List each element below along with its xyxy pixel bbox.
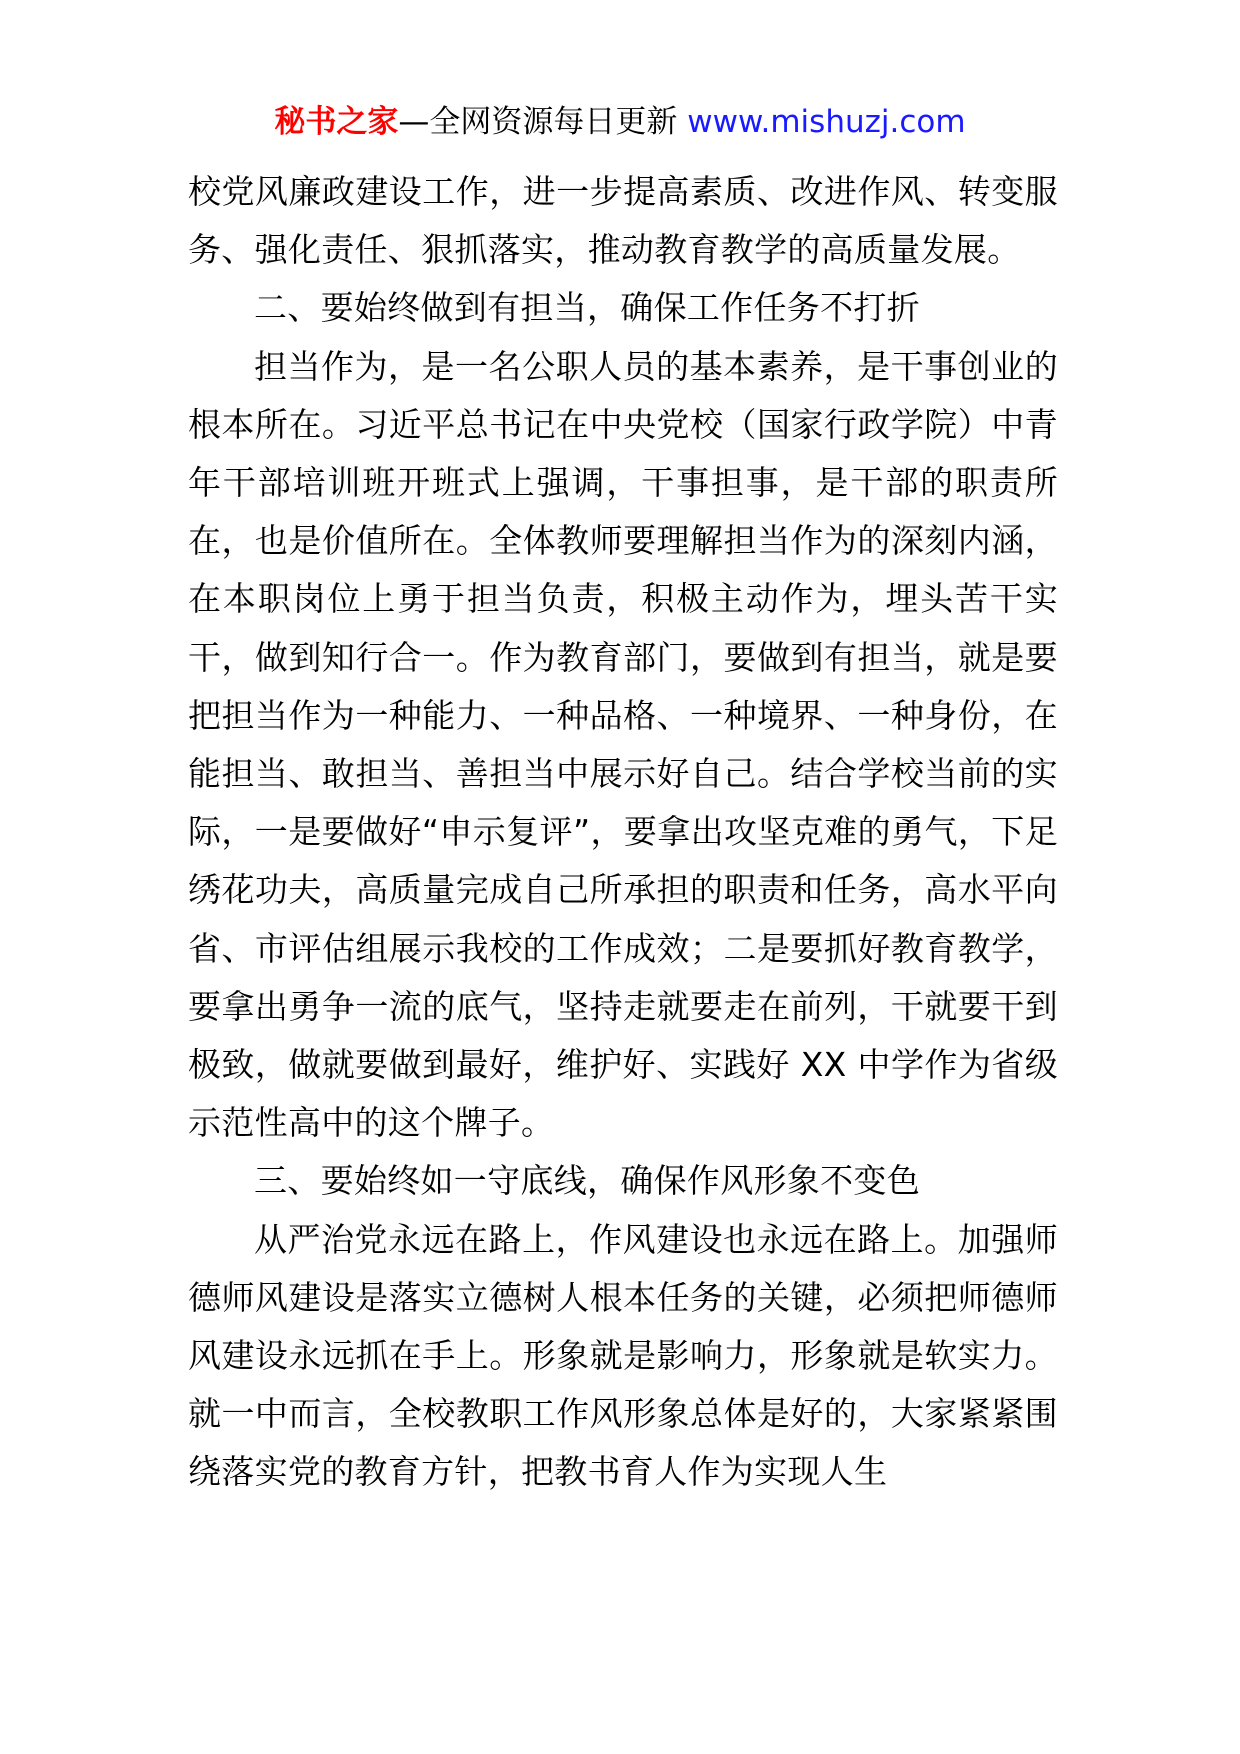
paragraph-continuation: 校党风廉政建设工作，进一步提高素质、改进作风、转变服务、强化责任、狠抓落实，推动教育教学的高质量发展。 — [188, 172, 1058, 270]
header-tagline: —全网资源每日更新 — [398, 104, 688, 140]
section-heading-2: 二、要始终做到有担当，确保工作任务不打折 — [254, 288, 920, 328]
header-url-link[interactable]: www.mishuzj.com — [687, 104, 966, 140]
paragraph: 从严治党永远在路上，作风建设也永远在路上。加强师德师风建设是落实立德树人根本任务的关键，必须把师德师风建设永远抓在手上。形象就是影响力，形象就是软实力。就一中而言，全校教职工作风形象总体是好的，大家紧紧围绕落实党的教育方针，把教书育人作为实现人生 — [188, 1219, 1058, 1492]
document-body — [188, 163, 1058, 1502]
paragraph: 担当作为，是一名公职人员的基本素养，是干事创业的根本所在。习近平总书记在中央党校（国家行政学院）中青年干部培训班开班式上强调，干事担事，是干部的职责所在，也是价值所在。全体教师要理解担当作为的深刻内涵，在本职岗位上勇于担当负责，积极主动作为，埋头苦干实干，做到知行合一。作为教育部门，要做到有担当，就是要把担当作为一种能力、一种品格、一种境界、一种身份，在能担当、敢担当、善担当中展示好自己。结合学校当前的实际，一是要做好“申示复评”，要拿出攻坚克难的勇气，下足绣花功夫，高质量完成自己所承担的职责和任务，高水平向省、市评估组展示我校的工作成效；二是要抓好教育教学，要拿出勇争一流的底气，坚持走就要走在前列，干就要干到极致，做就要做到最好，维护好、实践好 XX 中学作为省级示范性高中的这个牌子。 — [188, 346, 1058, 1143]
site-header — [0, 100, 1240, 144]
section-heading-3: 三、要始终如一守底线，确保作风形象不变色 — [254, 1161, 920, 1201]
header-brand: 秘书之家 — [274, 104, 399, 140]
